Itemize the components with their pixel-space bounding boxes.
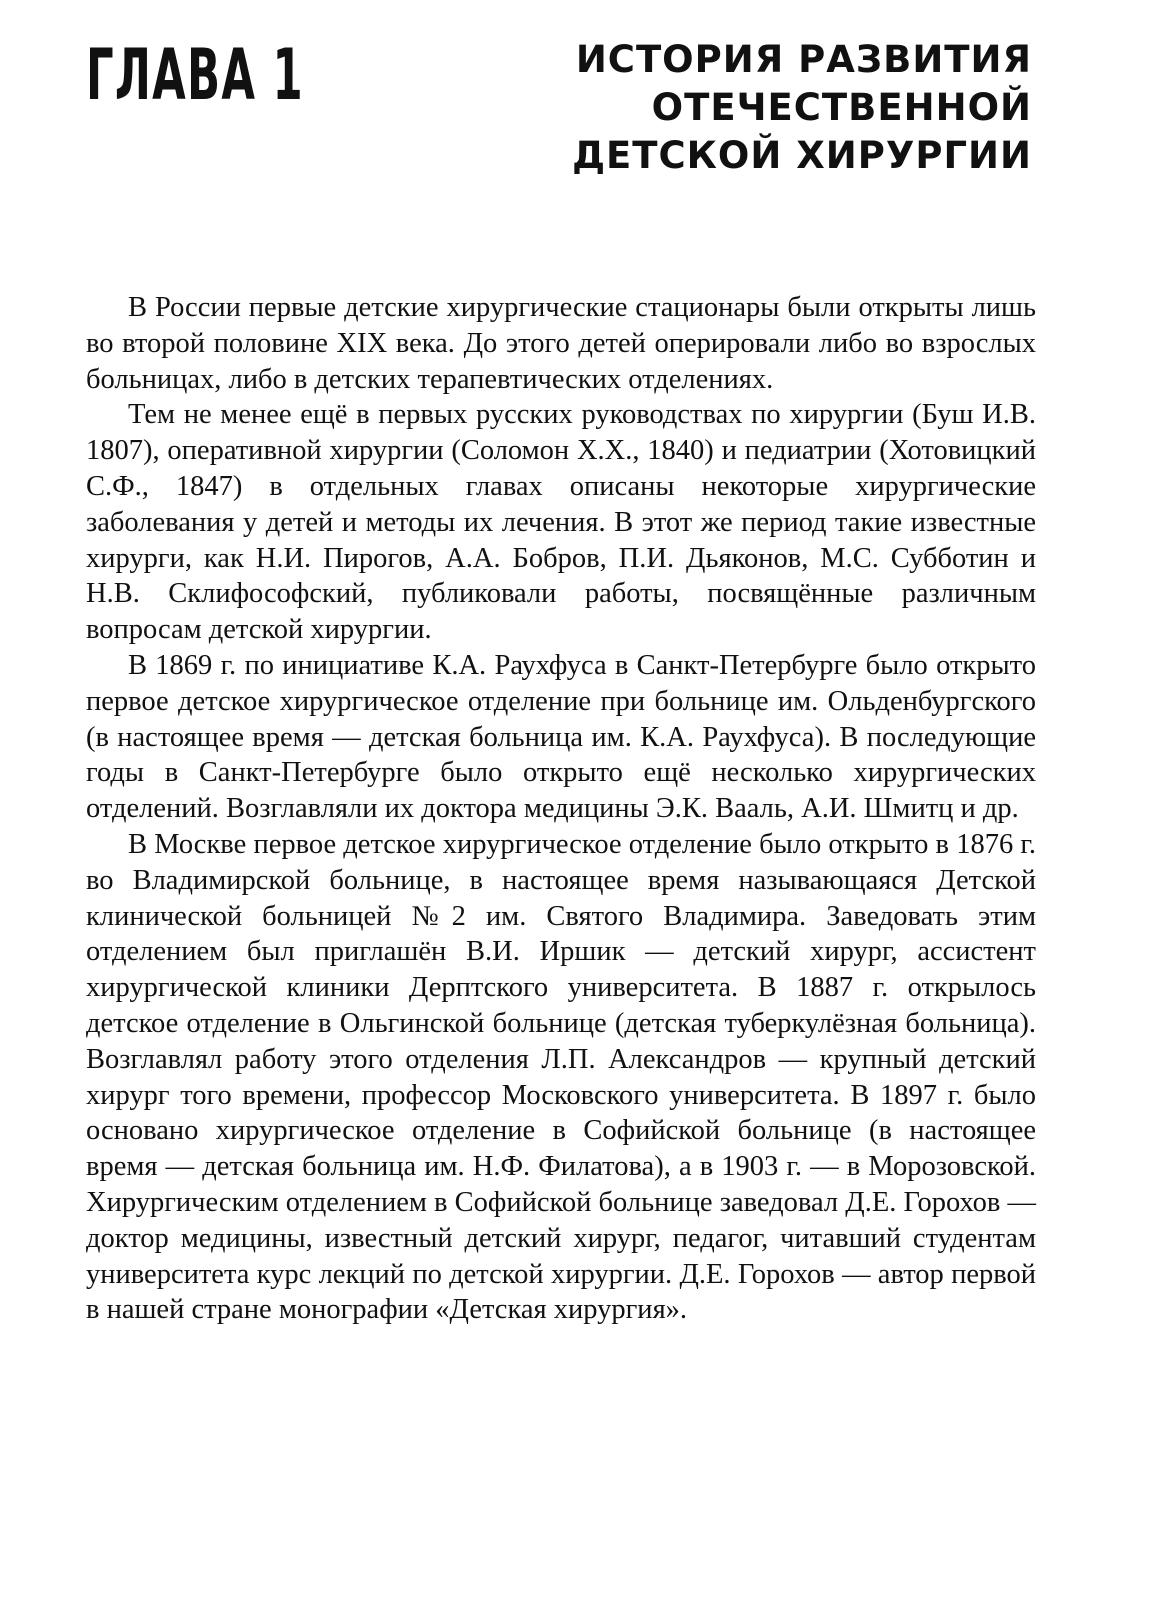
paragraph: В 1869 г. по инициативе К.А. Раухфуса в Санкт-Петербурге было открыто первое детское хирургическое отделение при больнице им. Ольденбургского (в настоящее время — детская больница им. К.А. Раухфуса). В последующие годы в Санкт-Петербурге было открыто ещё несколько хирургических отделений. Возглавляли их доктора медицины Э.К. Вааль, А.И. Шмитц и др.	[86, 649, 1036, 825]
body-text	[86, 290, 1036, 1328]
chapter-label: ГЛАВА 1	[86, 34, 304, 116]
paragraph: В Москве первое детское хирургическое отделение было открыто в 1876 г. во Владимирской больнице, в настоящее время называющаяся Детской клинической больницей №2 им. Святого Владимира. Заведовать этим отделением был приглашён В.И. Иршик — детский хирург, ассистент хирургической клиники Дерптского университета. В 1887 г. открылось детское отделение в Ольгинской больнице (детская туберкулёзная больница). Возглавлял работу этого отделения Л.П. Александров — крупный детский хирург того времени, профессор Московского университета. В 1897 г. было основано хирургическое отделение в Софийской больнице (в настоящее время — детская больница им. Н.Ф. Филатова), а в 1903 г. — в Морозовской. Хирургическим отделением в Софийской больнице заведовал Д.Е. Горохов — доктор медицины, известный детский хирург, педагог, читавший студентам университета курс лекций по детской хирургии. Д.Е. Горохов — автор первой в нашей стране монографии «Детская хирургия».	[86, 828, 1036, 1326]
chapter-title-line: ОТЕЧЕСТВЕННОЙ	[651, 86, 1032, 129]
paragraph: Тем не менее ещё в первых русских руководствах по хирургии (Буш И.В. 1807), оперативной хирургии (Соломон Х.Х., 1840) и педиатрии (Хотовицкий С.Ф., 1847) в отдельных главах описаны некоторые хирургические заболевания у детей и методы их лечения. В этот же период такие известные хирурги, как Н.И. Пирогов, А.А. Бобров, П.И. Дьяконов, М.С. Субботин и Н.В. Склифософский, публиковали работы, посвящённые различным вопросам детской хирургии.	[86, 399, 1036, 646]
paragraph: В России первые детские хирургические стационары были открыты лишь во второй половине XIX века. До этого детей оперировали либо во взрослых больницах, либо в детских терапевтических отделениях.	[86, 292, 1036, 395]
chapter-title	[472, 36, 1032, 180]
chapter-title-line: ДЕТСКОЙ ХИРУРГИИ	[572, 134, 1032, 177]
chapter-title-line: ИСТОРИЯ РАЗВИТИЯ	[575, 38, 1032, 81]
